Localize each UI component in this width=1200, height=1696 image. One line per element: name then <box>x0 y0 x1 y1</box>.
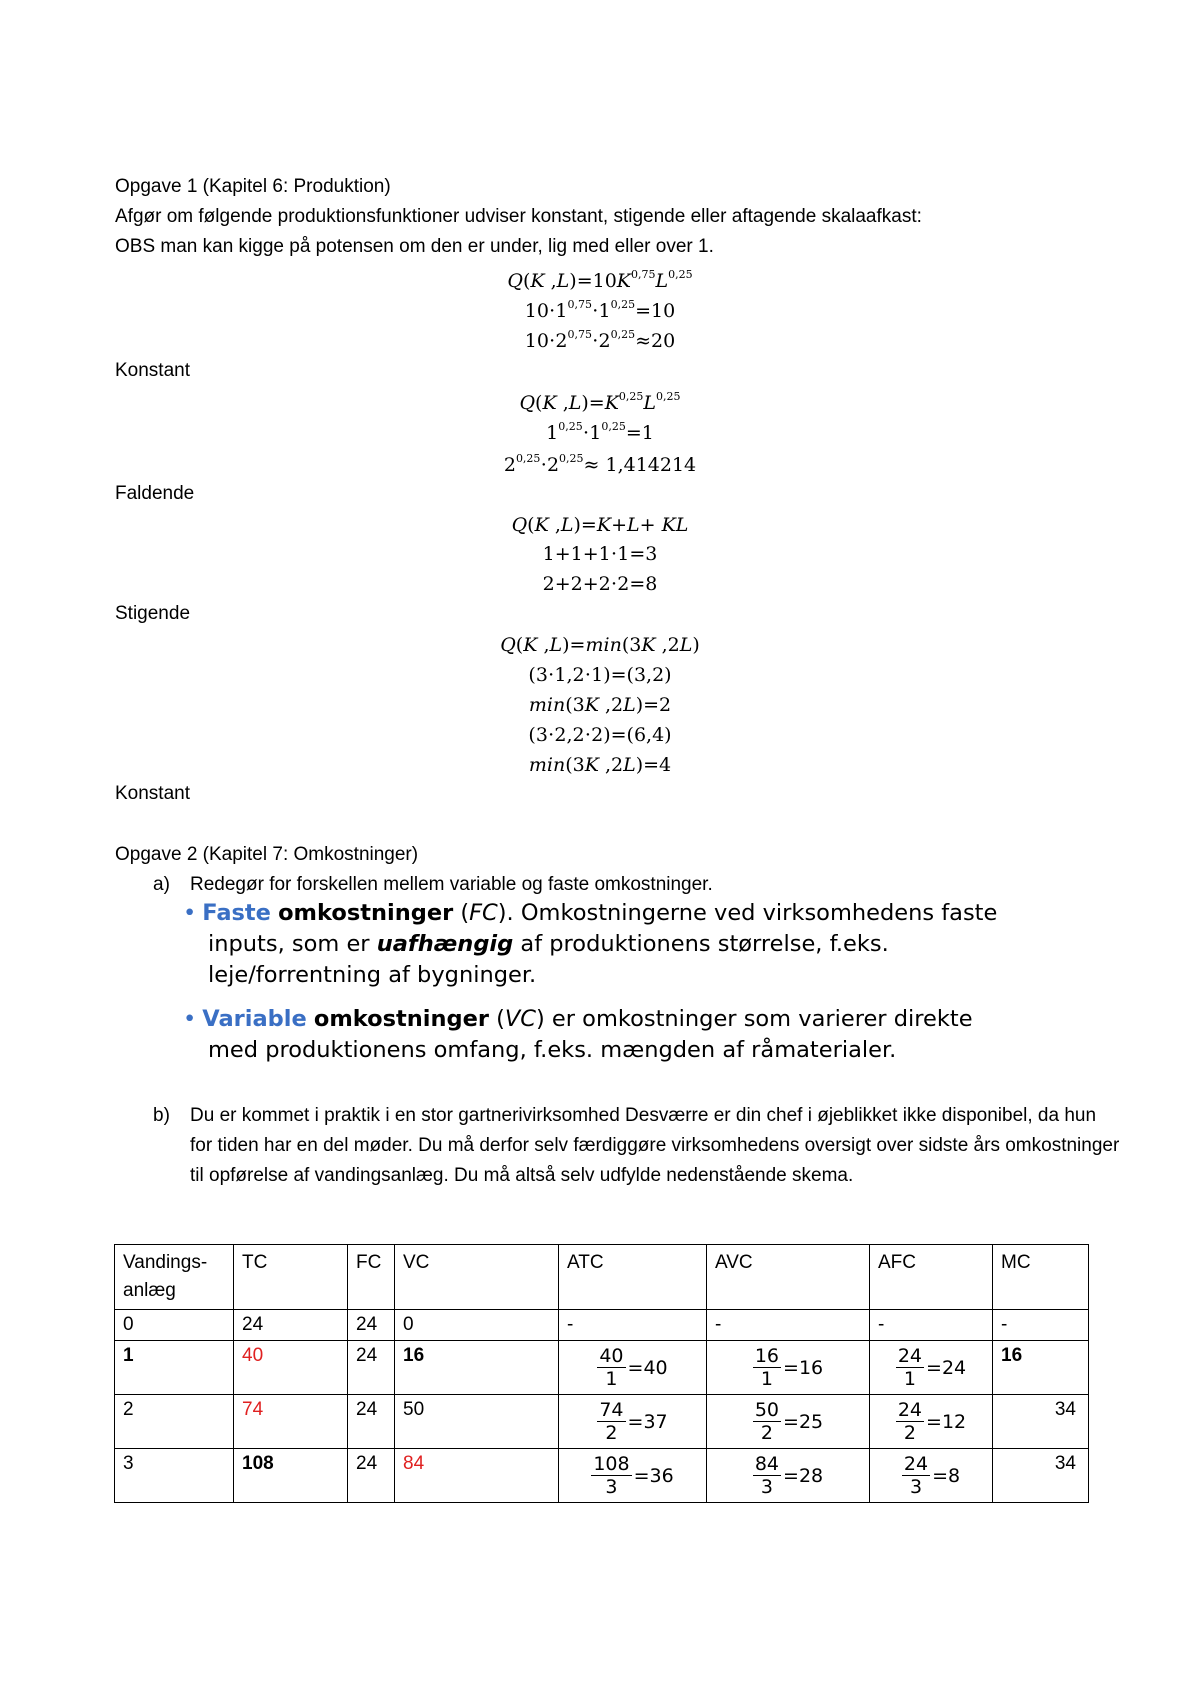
equation-2-check-a: $1^{0,25}\cdot 1^{0,25}=1$ <box>546 420 654 444</box>
answer-3: Stigende <box>115 603 191 624</box>
equation-2: Q(K $,L)=K^{0,25}L^{0,25}$ <box>519 390 681 414</box>
header-avc: AVC <box>707 1245 870 1310</box>
equation-2-check-b: $2^{0,25}\cdot 2^{0,25}\approx 1,414214$ <box>503 452 697 476</box>
opgave2-title: Opgave 2 (Kapitel 7: Omkostninger) <box>115 844 419 865</box>
opgave1-note: OBS man kan kigge på potensen om den er under, lig med eller over 1. <box>115 236 714 257</box>
fc-definition-line2: inputs, som er uafhængig af produktionens størrelse, f.eks. <box>208 931 889 957</box>
equation-3-check-a: 1+1+1⋅1=3 <box>542 543 658 565</box>
item-b-text: Du er kommet i praktik i en stor gartnerivirksomhed Desværre er din chef i øjeblikket ikke disponibel, da hun for tiden har en del møder. Du må derfor selv færdiggøre virksomhedens oversigt over sidste års omkostninger til opførelse af vandingsanlæg. Du må altså selv udfylde nedenstående skema. <box>190 1105 1120 1186</box>
header-quantity: Vandings- anlæg <box>115 1245 234 1310</box>
table-row: 3 108 24 84 $\frac{108}{3}$ =36 $\frac{84}{3}$ =28 $\frac{24}{3}$ =8 34 <box>115 1449 1089 1503</box>
equation-4-check-c: (3⋅2,2⋅2)=(6,4) <box>528 724 672 746</box>
equation-4-check-a: (3⋅1,2⋅1)=(3,2) <box>528 664 672 686</box>
header-mc: MC <box>993 1245 1089 1310</box>
equation-4: Q(K ,L)=min(3K ,2L) <box>500 634 700 656</box>
atc-fraction: $\frac{108}{3}$ =36 <box>593 1453 674 1498</box>
bullet-icon: • <box>183 1006 197 1032</box>
avc-fraction: $\frac{50}{2}$ =25 <box>754 1399 824 1444</box>
equation-1-check-b: $10\cdot 2^{0,75}\cdot 2^{0,25}\approx 20$ <box>524 328 676 352</box>
equation-1: Q(K $,L)=10K^{0,75}L^{0,25}$ <box>507 268 693 292</box>
atc-fraction: $\frac{74}{2}$ =37 <box>599 1399 668 1444</box>
equation-3-check-b: 2+2+2⋅2=8 <box>542 573 658 595</box>
equation-3: Q(K ,L)=K+L+ KL <box>511 514 689 536</box>
table-row: 0 24 24 0 - - - - <box>115 1310 1089 1341</box>
bullet-icon: • <box>183 900 197 926</box>
avc-fraction: $\frac{84}{3}$ =28 <box>754 1453 824 1498</box>
cost-table <box>114 1244 1089 1503</box>
answer-1: Konstant <box>115 360 190 381</box>
afc-fraction: $\frac{24}{2}$ =12 <box>897 1399 967 1444</box>
opgave1-intro: Afgør om følgende produktionsfunktioner udviser konstant, stigende eller aftagende skalaafkast: <box>115 206 922 227</box>
header-fc: FC <box>348 1245 395 1310</box>
table-row: 1 40 24 16 $\frac{40}{1}$ =40 $\frac{16}{1}$ =16 $\frac{24}{1}$ =24 16 <box>115 1341 1089 1395</box>
equation-4-check-d: min(3K ,2L)=4 <box>528 754 672 776</box>
equation-1-check-a: $10\cdot 1^{0,75}\cdot 1^{0,25}=10$ <box>524 298 676 322</box>
item-a-text: Redegør for forskellen mellem variable og faste omkostninger. <box>190 874 713 895</box>
answer-2: Faldende <box>115 483 195 504</box>
fc-definition-line1: • Faste omkostninger (FC). Omkostningerne ved virksomhedens faste <box>183 900 998 926</box>
opgave1-title: Opgave 1 (Kapitel 6: Produktion) <box>115 176 391 197</box>
answer-4: Konstant <box>115 783 190 804</box>
table-row: 2 74 24 50 $\frac{74}{2}$ =37 $\frac{50}{2}$ =25 $\frac{24}{2}$ =12 34 <box>115 1395 1089 1449</box>
header-vc: VC <box>395 1245 559 1310</box>
vc-definition-line1: • Variable omkostninger (VC) er omkostninger som varierer direkte <box>183 1006 973 1032</box>
vc-definition-line2: med produktionens omfang, f.eks. mængden af råmaterialer. <box>208 1037 897 1063</box>
item-a-marker: a) <box>153 874 170 895</box>
table-header-row <box>115 1245 1089 1310</box>
header-tc: TC <box>234 1245 348 1310</box>
avc-fraction: $\frac{16}{1}$ =16 <box>754 1345 824 1390</box>
header-afc: AFC <box>870 1245 993 1310</box>
fc-definition-line3: leje/forrentning af bygninger. <box>208 962 537 988</box>
item-b-marker: b) <box>153 1105 170 1126</box>
afc-fraction: $\frac{24}{1}$ =24 <box>897 1345 967 1390</box>
afc-fraction: $\frac{24}{3}$ =8 <box>903 1453 961 1498</box>
equation-4-check-b: min(3K ,2L)=2 <box>528 694 672 716</box>
header-atc: ATC <box>559 1245 707 1310</box>
atc-fraction: $\frac{40}{1}$ =40 <box>599 1345 668 1390</box>
